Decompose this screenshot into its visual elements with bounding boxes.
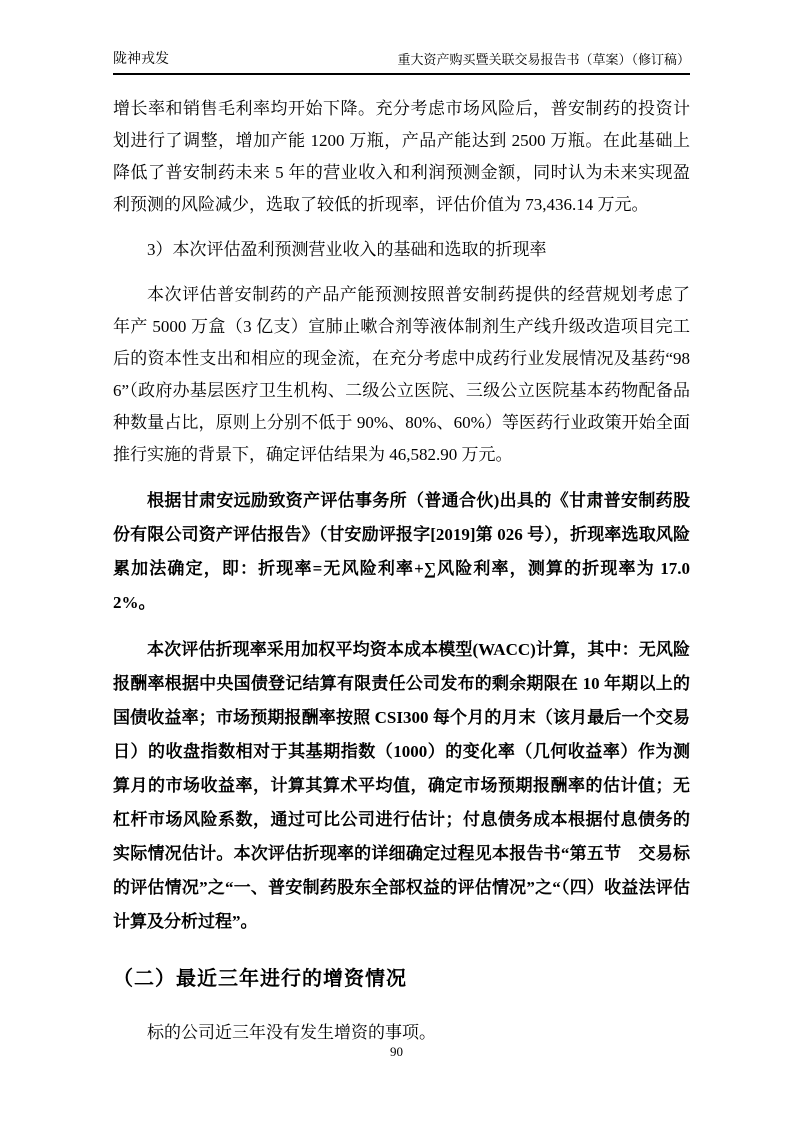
paragraph-appraisal-report-discount-rate: 根据甘肃安远励致资产评估事务所（普通合伙)出具的《甘肃普安制药股份有限公司资产评估报告》（甘安励评报字[2019]第 026 号），折现率选取风险累加法确定，即：折现率=无风险利率+∑风险利率，测算的折现率为 17.02%。	[113, 491, 690, 612]
subheading-profit-forecast-discount-rate: 3）本次评估盈利预测营业收入的基础和选取的折现率	[147, 240, 547, 259]
page-header	[113, 50, 690, 75]
paragraph-valuation-adjustment: 增长率和销售毛利率均开始下降。充分考虑市场风险后，普安制药的投资计划进行了调整，增加产能 1200 万瓶，产品产能达到 2500 万瓶。在此基础上降低了普安制药未来 5 年的营业收入和利润预测金额，同时认为未来实现盈利预测的风险减少，选取了较低的折现率，评估价值为 73,436.14 万元。	[113, 99, 690, 214]
paragraph-capacity-forecast: 本次评估普安制药的产品产能预测按照普安制药提供的经营规划考虑了年产 5000 万盒（3 亿支）宣肺止嗽合剂等液体制剂生产线升级改造项目完工后的资本性支出和相应的现金流，在充分考虑中成药行业发展情况及基药“986”（政府办基层医疗卫生机构、二级公立医院、三级公立医院基本药物配备品种数量占比，原则上分别不低于 90%、80%、60%）等医药行业政策开始全面推行实施的背景下，确定评估结果为 46,582.90 万元。	[113, 285, 690, 464]
paragraph-no-capital-increase: 标的公司近三年没有发生增资的事项。	[147, 1023, 436, 1042]
header-report-title: 重大资产购买暨关联交易报告书（草案）（修订稿）	[397, 52, 690, 67]
page-footer	[0, 1044, 793, 1060]
page-number: 90	[390, 1044, 403, 1059]
section-heading-capital-increase: （二）最近三年进行的增资情况	[113, 968, 407, 990]
header-company-name: 陇神戎发	[113, 52, 169, 67]
paragraph-wacc-model: 本次评估折现率采用加权平均资本成本模型(WACC)计算，其中：无风险报酬率根据中央国债登记结算有限责任公司发布的剩余期限在 10 年期以上的国债收益率；市场预期报酬率按照 CSI300 每个月的月末（该月最后一个交易日）的收盘指数相对于其基期指数（1000）的变化率（几何收益率）作为测算月的市场收益率，计算其算术平均值，确定市场预期报酬率的估计值；无杠杆市场风险系数，通过可比公司进行估计；付息债务成本根据付息债务的实际情况估计。本次评估折现率的详细确定过程见本报告书“第五节 交易标的评估情况”之“一、普安制药股东全部权益的评估情况”之“（四）收益法评估计算及分析过程”。	[113, 640, 690, 931]
document-body	[113, 93, 690, 1049]
